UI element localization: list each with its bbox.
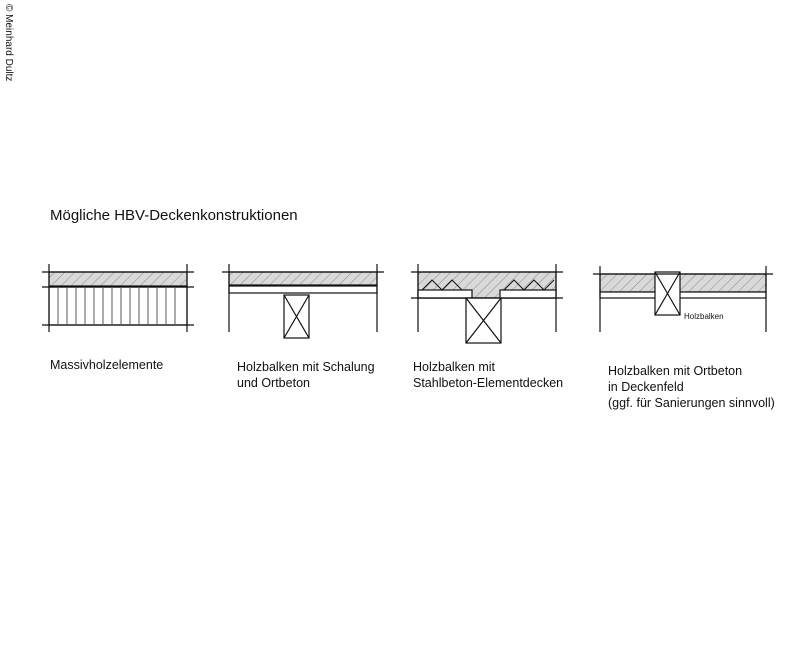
timber-beam [655,272,680,315]
caption-line: Holzbalken mit Schalung [237,360,375,374]
variant-precast-element-drawing [411,264,563,343]
caption-line: Massivholzelemente [50,358,164,372]
caption-line: (ggf. für Sanierungen sinnvoll) [608,396,775,410]
formwork-board [600,292,766,298]
variant-caption-4 [608,363,775,411]
copyright-notice: © Meinhard Dultz [3,4,14,82]
caption-line: Holzbalken mit [413,360,495,374]
variant-solid-timber-drawing [42,264,194,332]
concrete-slab [49,272,187,286]
timber-beam [466,298,501,343]
diagram-title: Mögliche HBV-Deckenkonstruktionen [50,207,298,224]
variant-caption-1 [50,357,163,373]
formwork-board [229,286,377,293]
beam-label: Holzbalken [684,312,724,321]
variant-infill-concrete-drawing [593,266,773,332]
timber-beam [284,295,309,338]
variant-caption-3 [413,359,563,391]
variant-caption-2 [237,359,375,391]
caption-line: Holzbalken mit Ortbeton [608,364,743,378]
concrete-slab [600,274,766,292]
variant-beam-formwork-drawing [222,264,384,338]
caption-line: Stahlbeton-Elementdecken [413,376,564,390]
caption-line: und Ortbeton [237,376,310,390]
caption-line: in Deckenfeld [608,380,684,394]
concrete-slab [229,272,377,285]
